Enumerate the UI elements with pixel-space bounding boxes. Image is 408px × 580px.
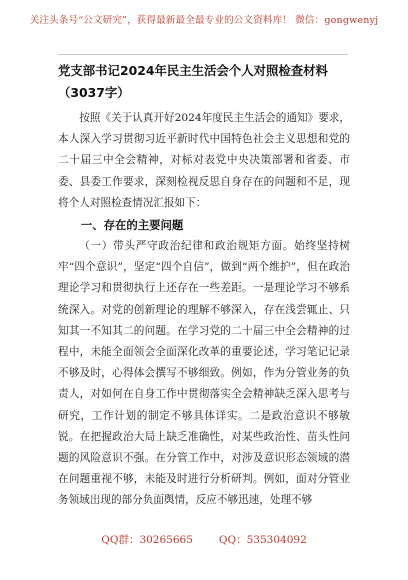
footer-contact [0, 532, 408, 548]
header-divider [58, 54, 348, 55]
document-title: 党支部书记2024年民主生活会个人对照检查材料（3037字） [58, 63, 328, 100]
section-heading: 一、存在的主要问题 [80, 218, 184, 233]
document-body [58, 108, 350, 512]
header-banner: 关注头条号“公文研究”，获得最新最全最专业的公文资料库！ 微信：gongwenyj [29, 15, 379, 26]
intro-paragraph: 按照《关于认真开好2024年度民主生活会的通知》要求，本人深入学习贯彻习近平新时代中国特色社会主义思想和党的二十届三中全会精神，对标对表党中央决策部署和省委、市委、县委工作要求，深刻检视反思自身存在的问题和不足，现将个人对照检查情况汇报如下： [58, 112, 350, 209]
qq-number: QQ：535304092 [218, 534, 307, 546]
section-paragraph: （一）带头严守政治纪律和政治规矩方面。始终坚持树牢“四个意识”，坚定“四个自信”，做到“两个维护”，但在政治理论学习和贯彻执行上还存在一些差距。一是理论学习不够系统深入。对党的创新理论的理解不够深入，存在浅尝辄止、只知其一不知其二的问题。在学习党的二十届三中全会精神的过程中，未能全面领会全面深化改革的重要论述，学习笔记记录不够及时，心得体会撰写不够细致。例如，作为分管业务的负责人，对如何在自身工作中贯彻落实全会精神缺乏深入思考与研究，工作计划的制定不够具体详实。二是政治意识不够敏锐。在把握政治大局上缺乏准确性，对某些政治性、苗头性问题的风险意识不强。在分管工作中，对涉及意识形态领域的潜在问题重视不够，未能及时进行分析研判。例如，面对分管业务领域出现的部分负面舆情，反应不够迅速，处理不够 [58, 240, 350, 507]
qq-group-number: QQ群：30265665 [101, 534, 193, 546]
